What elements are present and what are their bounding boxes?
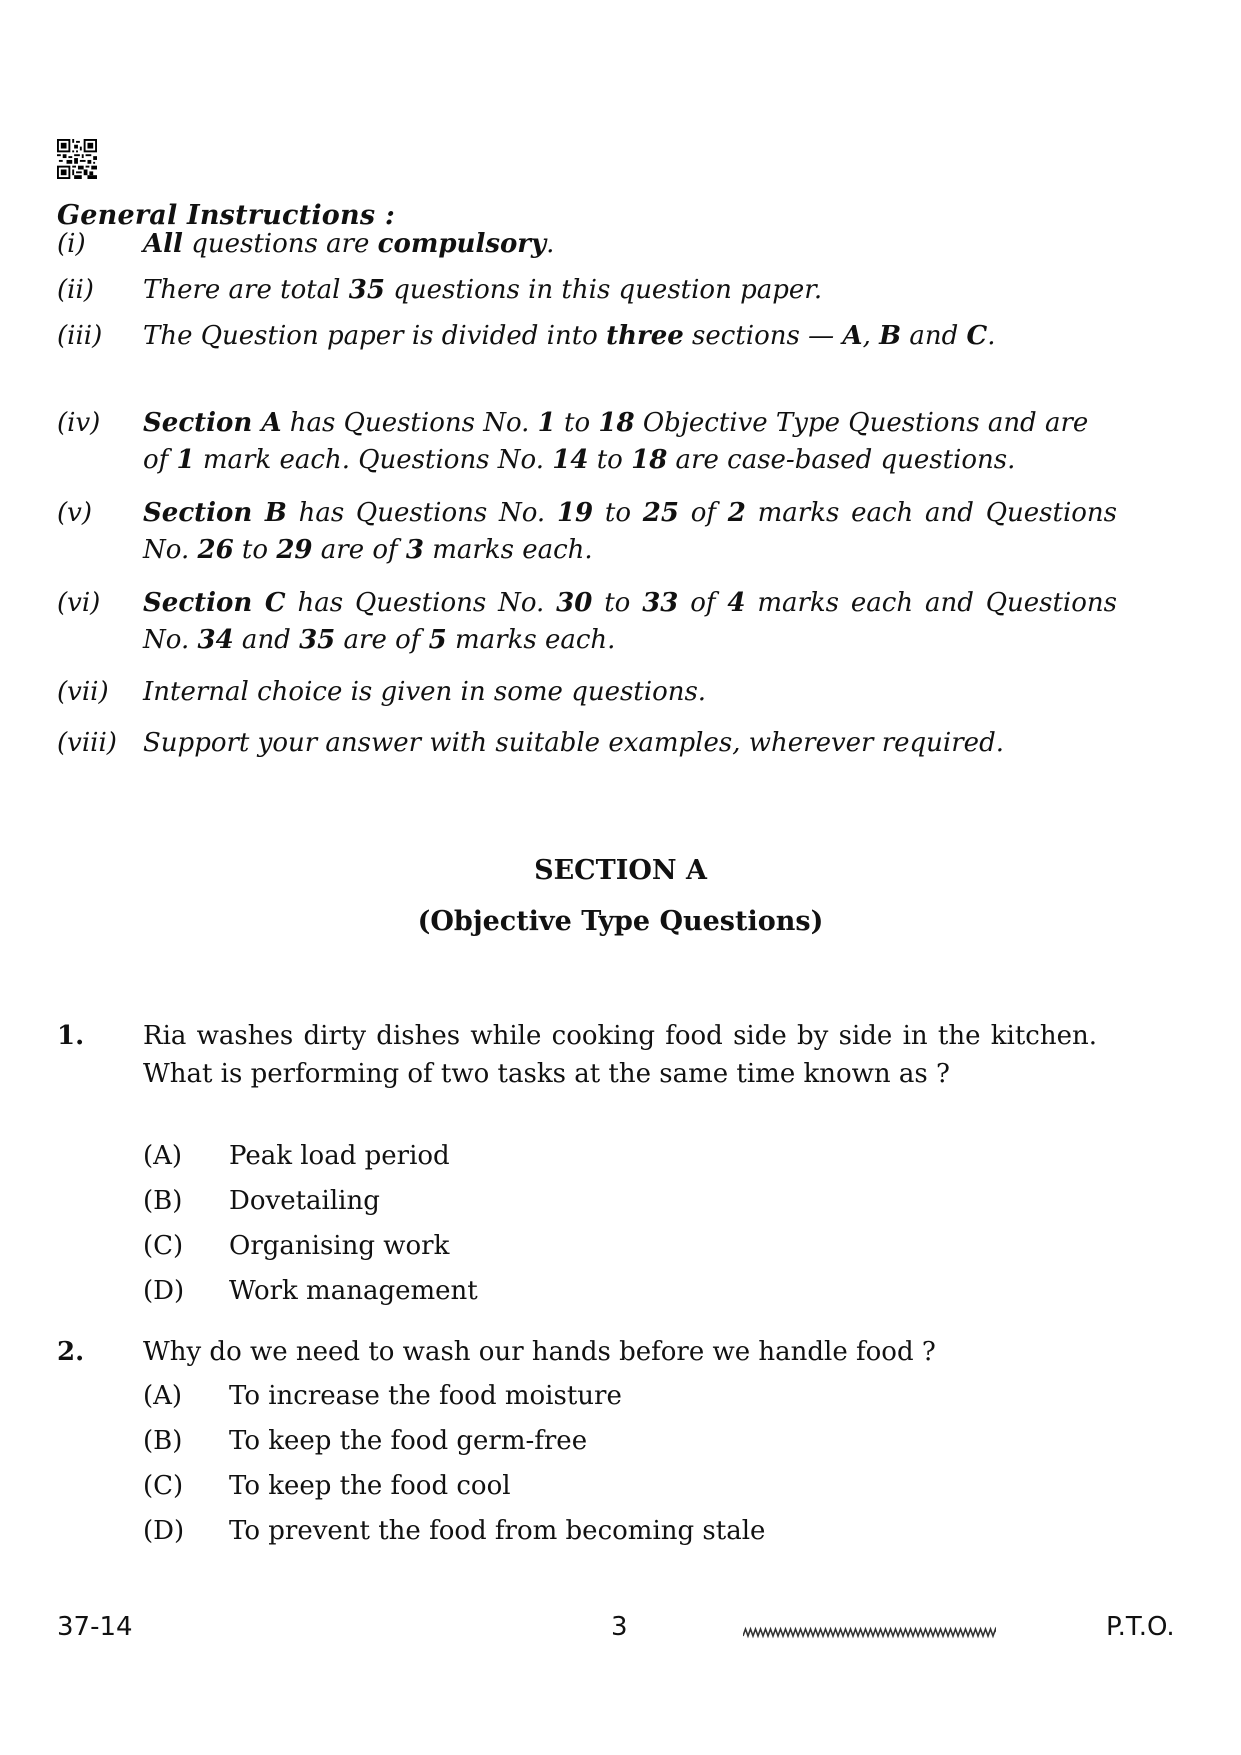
instruction-item bbox=[57, 405, 1117, 479]
question-text: Ria washes dirty dishes while cooking food side by side in the kitchen. What is performing of two tasks at the same time known as ? bbox=[143, 1021, 1097, 1089]
instruction-number: (iii) bbox=[57, 321, 103, 351]
instruction-item bbox=[57, 674, 1117, 711]
option bbox=[143, 1182, 380, 1220]
instruction-number: (vi) bbox=[57, 588, 101, 618]
option-label: (C) bbox=[143, 1231, 184, 1261]
instruction-number: (viii) bbox=[57, 728, 117, 758]
instruction-text: Section B has Questions No. 19 to 25 of 2 marks each and Questions No. 26 to 29 are of 3 marks each. bbox=[143, 498, 1118, 565]
option-label: (A) bbox=[143, 1381, 183, 1411]
option-text: Organising work bbox=[229, 1231, 450, 1261]
instruction-text: Section C has Questions No. 30 to 33 of 4 marks each and Questions No. 34 and 35 are of 5 marks each. bbox=[143, 588, 1117, 655]
pto-label: P.T.O. bbox=[1106, 1612, 1175, 1642]
instruction-item bbox=[57, 318, 1117, 355]
question bbox=[57, 1333, 1097, 1371]
instruction-number: (iv) bbox=[57, 408, 101, 438]
page-number: 3 bbox=[611, 1612, 628, 1642]
option bbox=[143, 1377, 622, 1415]
option bbox=[143, 1137, 450, 1175]
option-text: To prevent the food from becoming stale bbox=[229, 1516, 766, 1546]
instruction-text: Internal choice is given in some questions. bbox=[143, 677, 707, 707]
option-label: (D) bbox=[143, 1516, 185, 1546]
instruction-number: (i) bbox=[57, 229, 86, 259]
paper-code: 37-14 bbox=[57, 1612, 133, 1642]
instruction-number: (ii) bbox=[57, 275, 94, 305]
option-text: To keep the food germ-free bbox=[229, 1426, 588, 1456]
question-number: 2. bbox=[57, 1337, 85, 1367]
instruction-number: (vii) bbox=[57, 677, 109, 707]
instruction-text: There are total 35 questions in this question paper. bbox=[143, 275, 823, 305]
option-text: Peak load period bbox=[229, 1141, 450, 1171]
option bbox=[143, 1512, 765, 1550]
section-title: SECTION A bbox=[534, 855, 707, 886]
instruction-item bbox=[57, 725, 1117, 762]
option bbox=[143, 1272, 478, 1310]
question bbox=[57, 1017, 1097, 1093]
instruction-text: Support your answer with suitable examples, wherever required. bbox=[143, 728, 1004, 758]
instruction-number: (v) bbox=[57, 498, 92, 528]
wavy-line-mark bbox=[743, 1626, 996, 1640]
option-text: Dovetailing bbox=[229, 1186, 380, 1216]
qr-code-icon bbox=[57, 139, 97, 179]
option-label: (B) bbox=[143, 1426, 183, 1456]
option-label: (D) bbox=[143, 1276, 185, 1306]
instruction-item bbox=[57, 495, 1117, 569]
instruction-text: The Question paper is divided into three sections — A, B and C. bbox=[143, 321, 996, 351]
option-text: To increase the food moisture bbox=[229, 1381, 622, 1411]
option-text: Work management bbox=[229, 1276, 478, 1306]
option bbox=[143, 1227, 449, 1265]
option bbox=[143, 1467, 511, 1505]
instruction-item bbox=[57, 585, 1117, 659]
instruction-text: Section A has Questions No. 1 to 18 Objective Type Questions and are of 1 mark each. Questions No. 14 to 18 are case-based questions. bbox=[143, 408, 1089, 475]
question-number: 1. bbox=[57, 1021, 85, 1051]
instruction-text: All questions are compulsory. bbox=[143, 229, 555, 259]
instruction-item bbox=[57, 272, 1117, 309]
option-label: (C) bbox=[143, 1471, 184, 1501]
general-instructions-title: General Instructions : bbox=[57, 200, 395, 231]
section-subtitle: (Objective Type Questions) bbox=[417, 906, 824, 937]
option bbox=[143, 1422, 587, 1460]
option-label: (B) bbox=[143, 1186, 183, 1216]
option-label: (A) bbox=[143, 1141, 183, 1171]
question-text: Why do we need to wash our hands before we handle food ? bbox=[143, 1337, 936, 1367]
instruction-item bbox=[57, 226, 1117, 263]
option-text: To keep the food cool bbox=[229, 1471, 511, 1501]
